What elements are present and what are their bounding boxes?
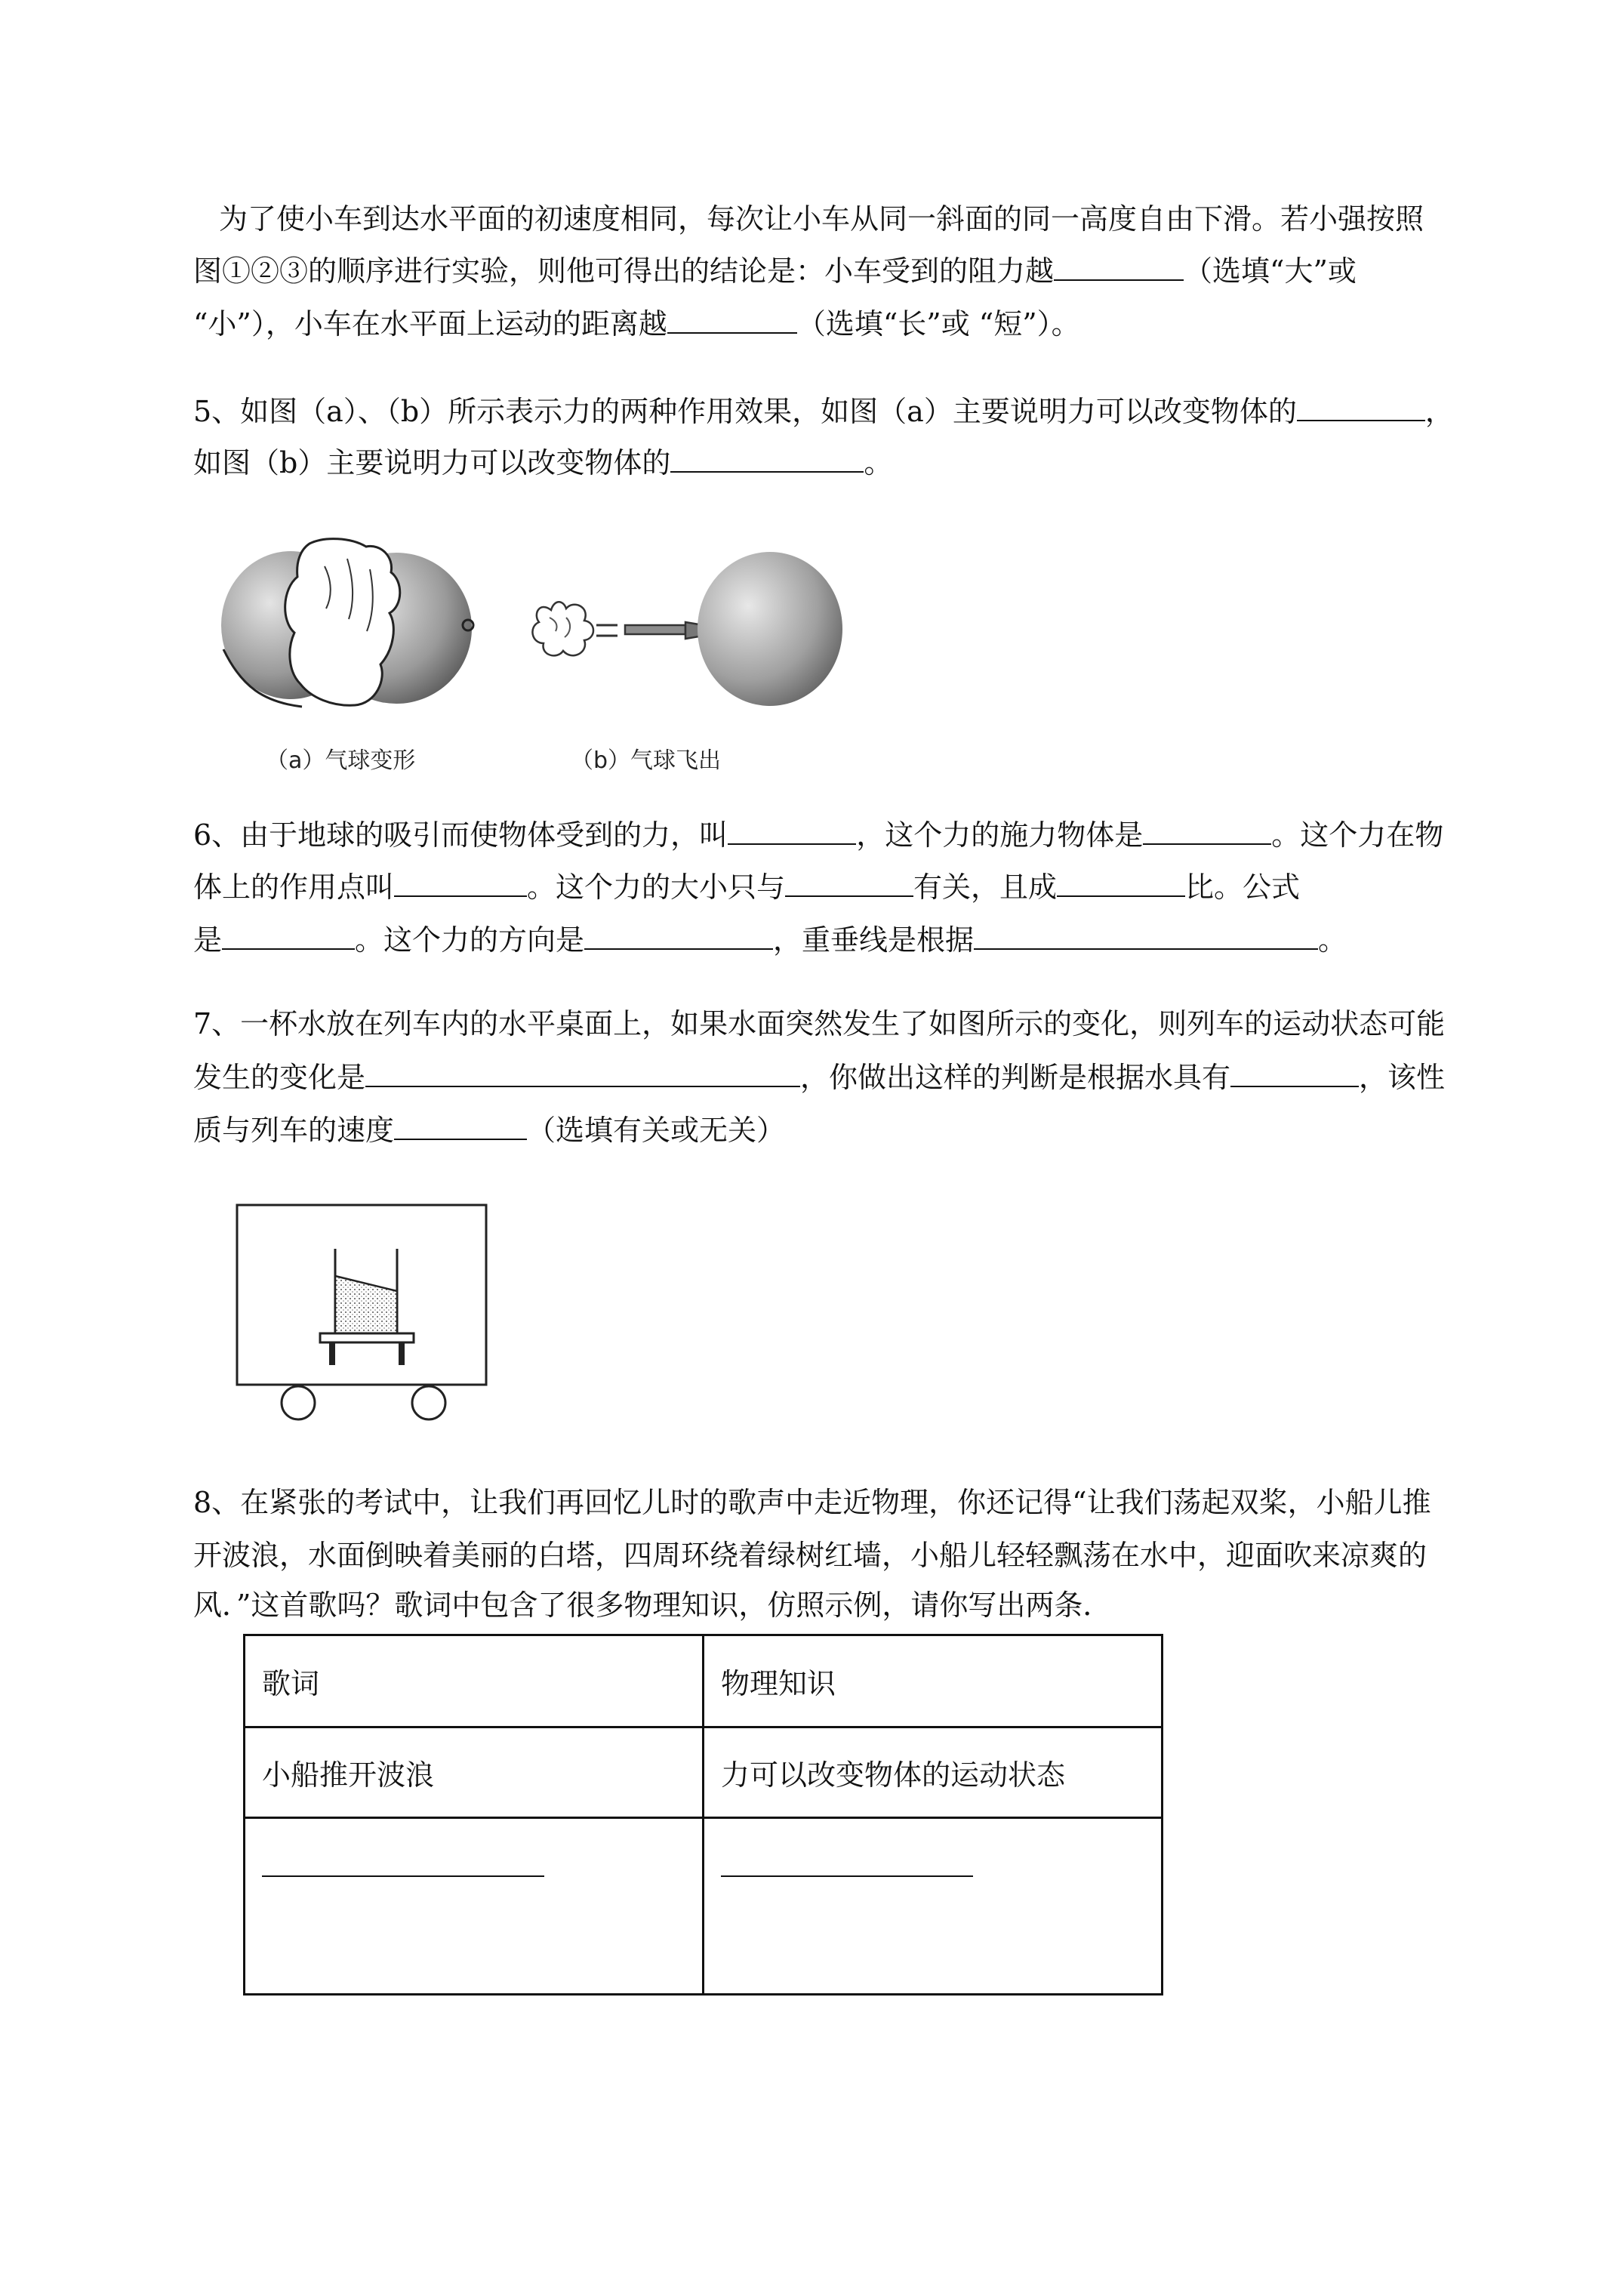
q4-line-2: 图①②③的顺序进行实验，则他可得出的结论是：小车受到的阻力越 （选填“大”或	[193, 249, 1357, 292]
q6-line-1: 6、由于地球的吸引而使物体受到的力，叫 ，这个力的施力物体是 。这个力在物	[193, 813, 1443, 856]
table-answer-cell[interactable]	[245, 1818, 704, 1995]
answer-blank[interactable]	[670, 441, 864, 473]
q7-line-1: 7、一杯水放在列车内的水平桌面上，如果水面突然发生了如图所示的变化，则列车的运动状态可能	[193, 1007, 1446, 1040]
answer-blank[interactable]	[1143, 813, 1271, 845]
q8-line-1: 8、在紧张的考试中，让我们再回忆儿时的歌声中走近物理，你还记得“让我们荡起双桨，小船儿推	[193, 1486, 1431, 1519]
figure-a-caption: （a）气球变形	[266, 747, 416, 774]
table-cell: 力可以改变物体的运动状态	[704, 1727, 1163, 1818]
balloon-fly-figure	[528, 542, 868, 716]
answer-blank[interactable]	[1054, 249, 1184, 281]
answer-blank[interactable]	[1297, 390, 1425, 421]
q6-line-3: 是 。这个力的方向是 ，重垂线是根据 。	[193, 918, 1347, 961]
balloon-deform-figure	[219, 536, 491, 717]
figure-b-caption: （b）气球飞出	[571, 747, 722, 774]
answer-blank[interactable]	[1057, 865, 1185, 897]
q4-line-1: 为了使小车到达水平面的初速度相同，每次让小车从同一斜面的同一高度自由下滑。若小强按照	[219, 202, 1424, 236]
q5-line-2: 如图（b）主要说明力可以改变物体的 。	[193, 441, 892, 484]
q7-line-2: 发生的变化是 ，你做出这样的判断是根据水具有 ，该性	[193, 1056, 1445, 1099]
table-answer-cell[interactable]	[704, 1818, 1163, 1995]
answer-blank[interactable]	[262, 1853, 544, 1877]
q5-line-1: 5、如图（a）、（b）所示表示力的两种作用效果，如图（a）主要说明力可以改变物体的 ，	[193, 390, 1454, 433]
table-row-answer	[245, 1818, 1163, 1995]
answer-blank[interactable]	[728, 813, 856, 845]
answer-blank[interactable]	[365, 1056, 800, 1087]
answer-blank[interactable]	[785, 865, 913, 897]
answer-blank[interactable]	[584, 918, 773, 950]
table-header-cell: 物理知识	[704, 1635, 1163, 1727]
answer-blank[interactable]	[222, 918, 355, 950]
answer-blank[interactable]	[721, 1853, 973, 1877]
answer-blank[interactable]	[1230, 1056, 1359, 1087]
table-header-row	[245, 1635, 1163, 1727]
q7-line-3: 质与列车的速度 （选填有关或无关）	[193, 1108, 785, 1151]
q6-line-2: 体上的作用点叫 。这个力的大小只与 有关，且成 比。公式	[193, 865, 1300, 908]
q8-line-2: 开波浪，水面倒映着美丽的白塔，四周环绕着绿树红墙，小船儿轻轻飘荡在水中，迎面吹来凉爽的	[193, 1539, 1427, 1572]
answer-blank[interactable]	[974, 918, 1318, 950]
answer-blank[interactable]	[667, 302, 797, 334]
q8-line-3: 风．”这首歌吗？歌词中包含了很多物理知识，仿照示例，请你写出两条．	[193, 1589, 1112, 1622]
train-water-cup-figure	[226, 1197, 498, 1424]
answer-blank[interactable]	[394, 865, 527, 897]
lyrics-physics-table	[243, 1634, 1163, 1996]
table-header-cell: 歌词	[245, 1635, 704, 1727]
table-row	[245, 1727, 1163, 1818]
table-cell: 小船推开波浪	[245, 1727, 704, 1818]
q4-line-3: “小”），小车在水平面上运动的距离越 （选填“长”或 “短”）。	[193, 302, 1080, 345]
answer-blank[interactable]	[394, 1108, 527, 1140]
